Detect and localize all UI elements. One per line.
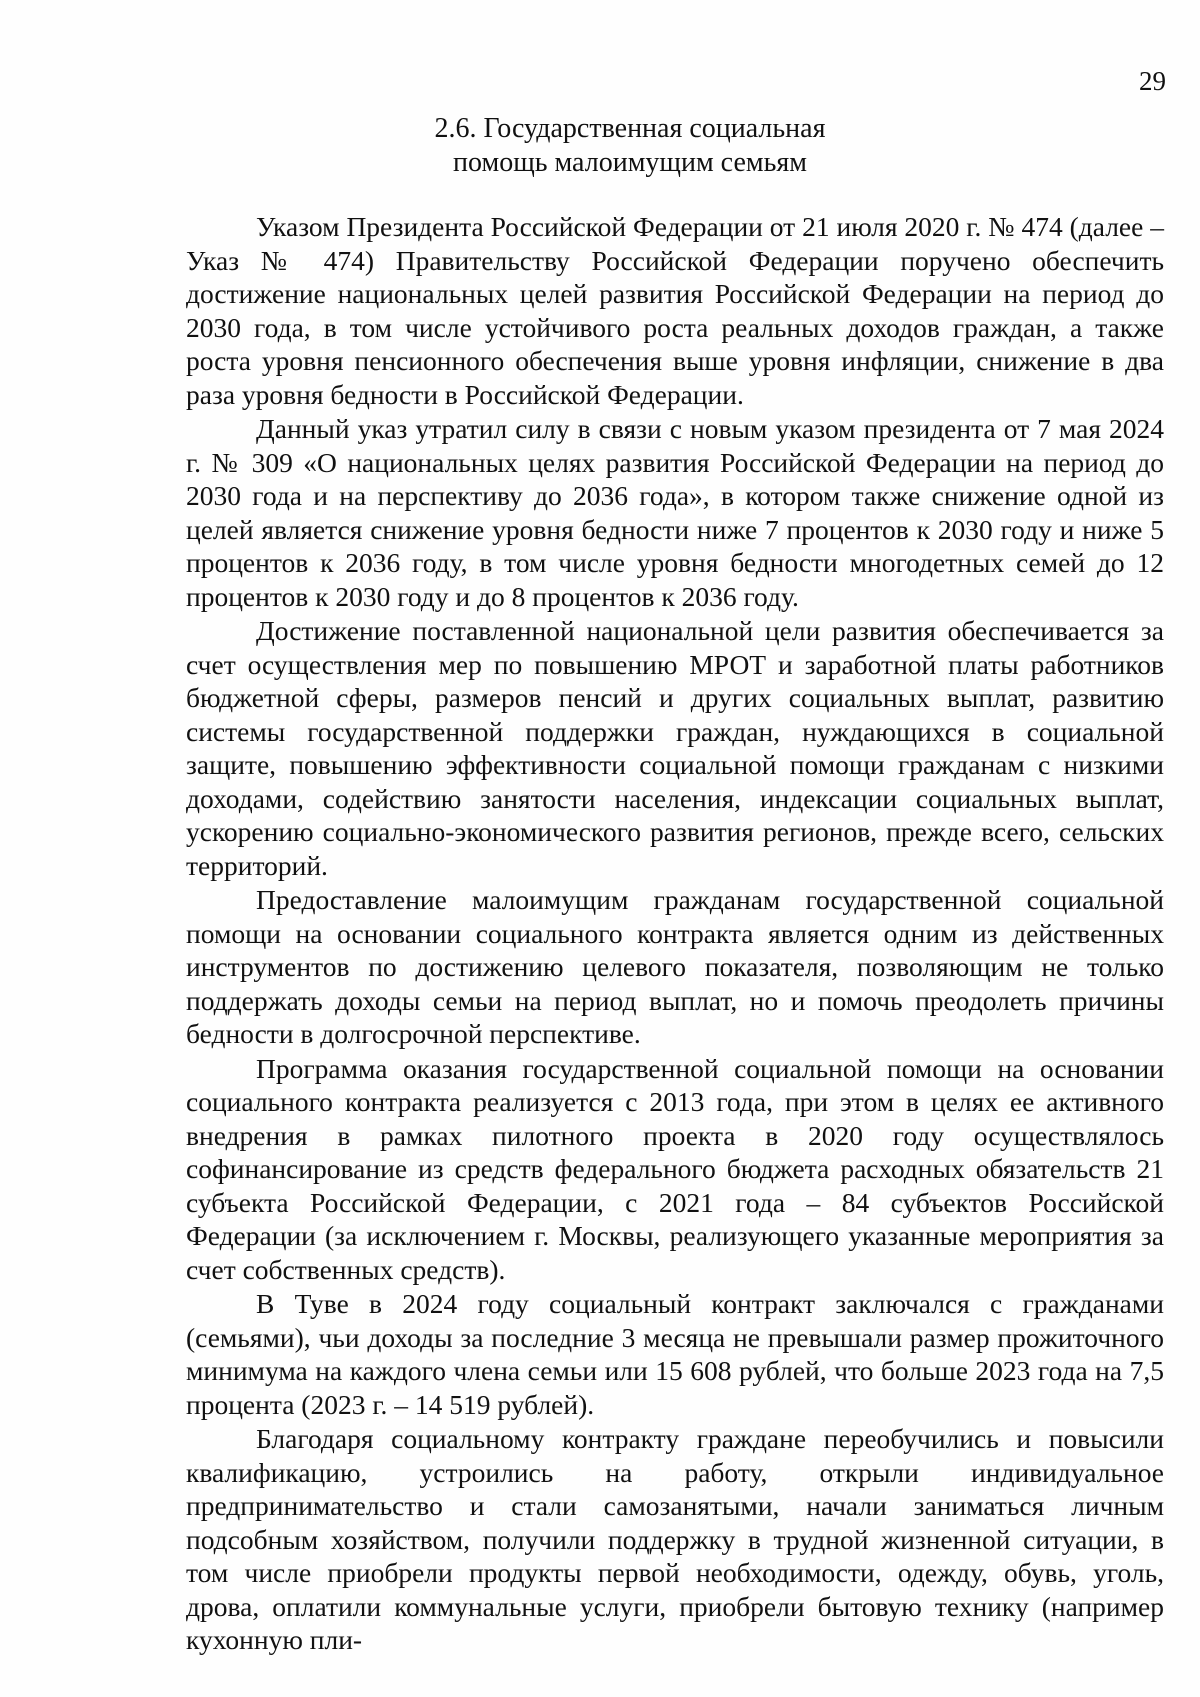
section-heading — [180, 112, 1080, 180]
paragraph-4: Предоставление малоимущим гражданам государственной социальной помощи на основании социального контракта является одним из действенных инструментов по достижению целевого показателя, позволяющим не только поддержать доходы семьи на период выплат, но и помочь преодолеть причины бедности в долгосрочной перспективе. — [186, 884, 1164, 1049]
document-body — [186, 210, 1164, 1658]
paragraph-3: Достижение поставленной национальной цели развития обеспечивается за счет осуществления мер по повышению МРОТ и заработной платы работников бюджетной сферы, размеров пенсий и других социальных выплат, развитию системы государственной поддержки граждан, нуждающихся в социальной защите, повышению эффективности социальной помощи гражданам с низкими доходами, содействию занятости населения, индексации социальных выплат, ускорению социально-экономического развития регионов, прежде всего, сельских территорий. — [186, 615, 1164, 881]
paragraph-2: Данный указ утратил силу в связи с новым указом президента от 7 мая 2024 г. № 309 «О национальных целях развития Российской Федерации на период до 2030 года и на перспективу до 2036 года», в котором также снижение одной из целей является снижение уровня бедности ниже 7 процентов к 2030 году и ниже 5 процентов к 2036 году, в том числе уровня бедности многодетных семей до 12 процентов к 2030 году и до 8 процентов к 2036 году. — [186, 413, 1164, 612]
page-number: 29 — [1139, 66, 1166, 96]
paragraph-1: Указом Президента Российской Федерации от 21 июля 2020 г. № 474 (далее – Указ № 474) Правительству Российской Федерации поручено обеспечить достижение национальных целей развития Российской Федерации на период до 2030 года, в том числе устойчивого роста реальных доходов граждан, а также роста уровня пенсионного обеспечения выше уровня инфляции, снижение в два раза уровня бедности в Российской Федерации. — [186, 211, 1164, 410]
paragraph-6: В Туве в 2024 году социальный контракт заключался с гражданами (семьями), чьи доходы за последние 3 месяца не превышали размер прожиточного минимума на каждого члена семьи или 15 608 рублей, что больше 2023 года на 7,5 процента (2023 г. – 14 519 рублей). — [186, 1288, 1164, 1420]
section-heading-line-1: 2.6. Государственная социальная — [434, 113, 826, 144]
section-heading-line-2: помощь малоимущим семьям — [453, 147, 807, 178]
paragraph-5: Программа оказания государственной социальной помощи на основании социального контракта реализуется с 2013 года, при этом в целях ее активного внедрения в рамках пилотного проекта в 2020 году осуществлялось софинансирование из средств федерального бюджета расходных обязательств 21 субъекта Российской Федерации, с 2021 года – 84 субъектов Российской Федерации (за исключением г. Москвы, реализующего указанные мероприятия за счет собственных средств). — [186, 1052, 1164, 1285]
paragraph-7: Благодаря социальному контракту граждане переобучились и повысили квалификацию, устроились на работу, открыли индивидуальное предпринимательство и стали самозанятыми, начали заниматься личным подсобным хозяйством, получили поддержку в трудной жизненной ситуации, в том числе приобрели продукты первой необходимости, одежду, обувь, уголь, дрова, оплатили коммунальные услуги, приобрели бытовую технику (например кухонную пли- — [186, 1423, 1164, 1655]
